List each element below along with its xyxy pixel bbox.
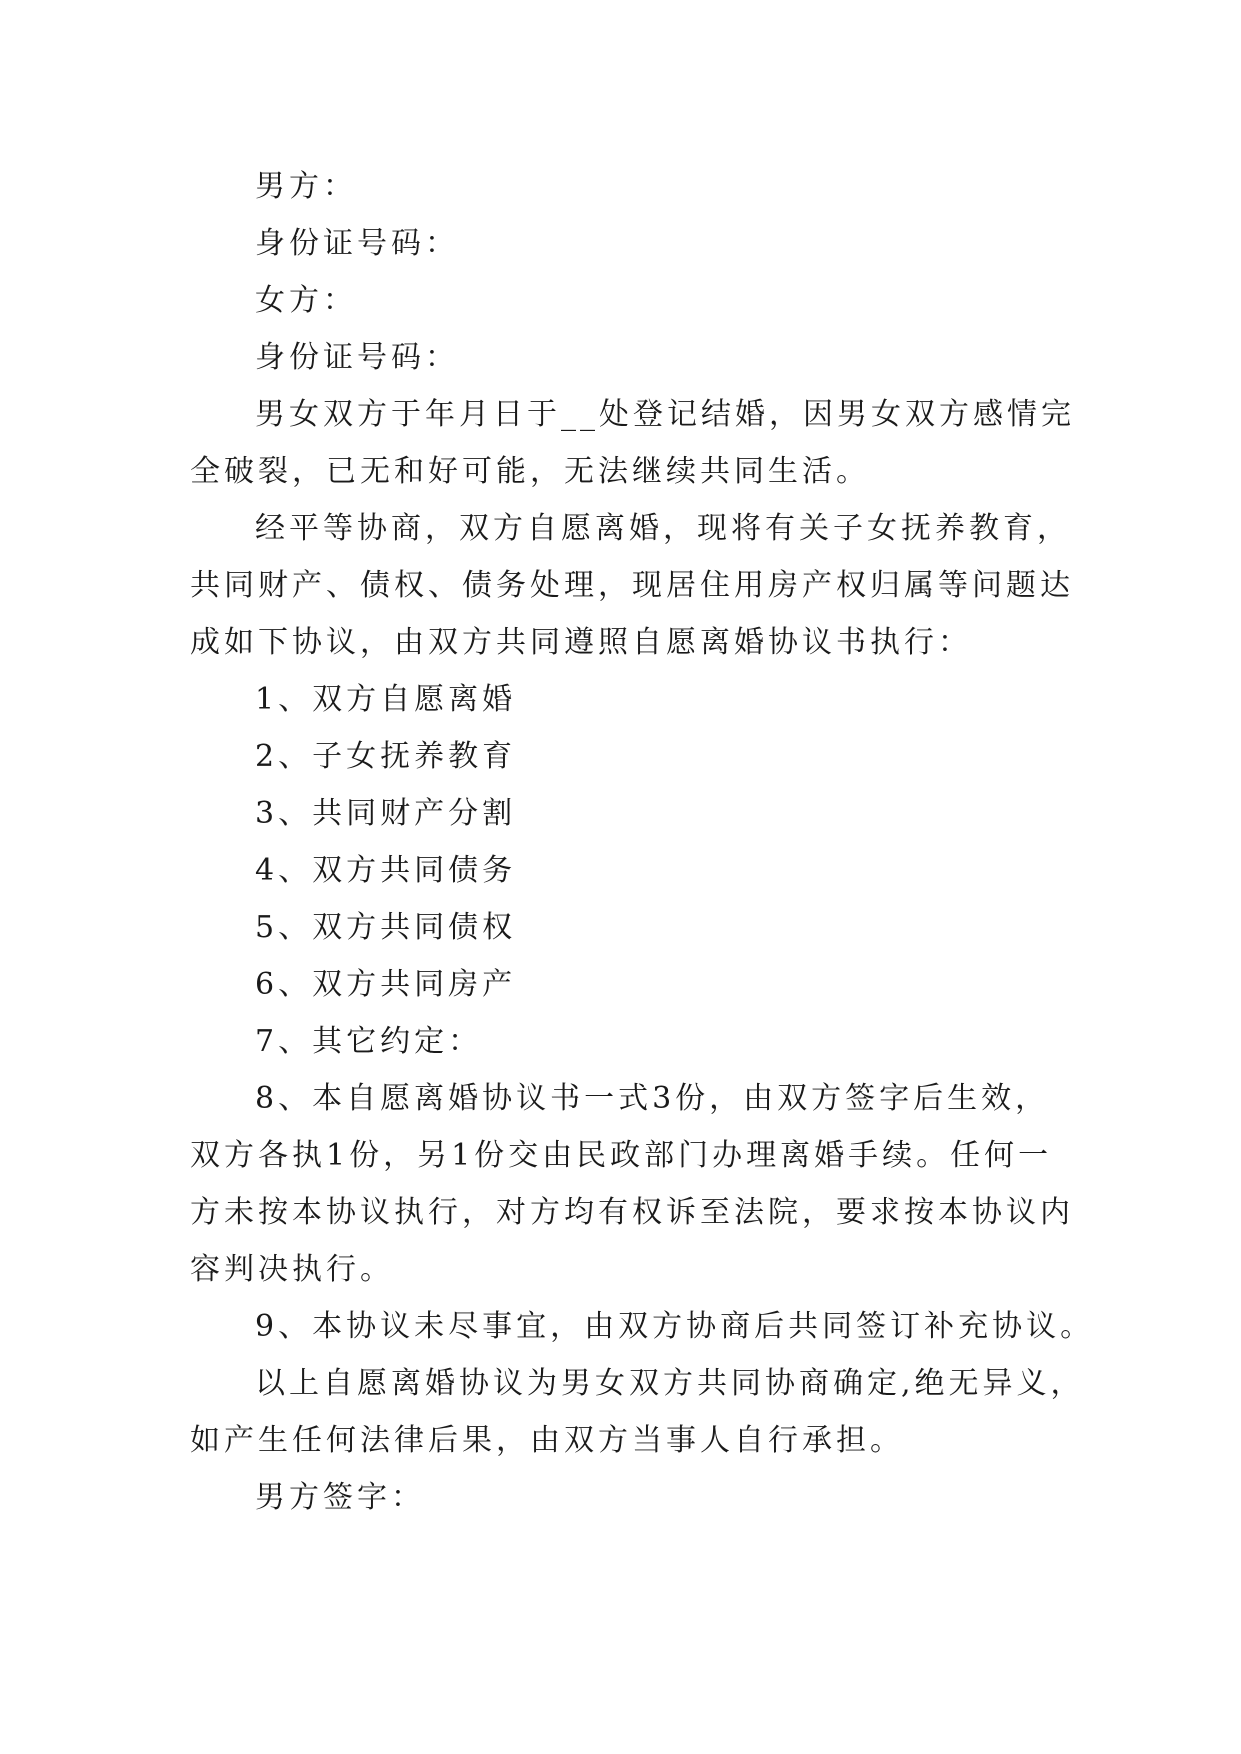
- marriage-statement-line-2: 全破裂，已无和好可能，无法继续共同生活。: [190, 454, 870, 489]
- clause-5: 5、双方共同债权: [255, 910, 517, 945]
- clause-8-line-4: 容判决执行。: [190, 1252, 394, 1287]
- clause-3: 3、共同财产分割: [255, 796, 517, 831]
- clause-1: 1、双方自愿离婚: [255, 682, 517, 717]
- marriage-statement-line-1: 男女双方于年月日于__处登记结婚，因男女双方感情完: [255, 397, 1075, 432]
- clause-8-line-1: 8、本自愿离婚协议书一式3份，由双方签字后生效，: [255, 1081, 1050, 1116]
- clause-2: 2、子女抚养教育: [255, 739, 517, 774]
- clause-8-line-2: 双方各执1份，另1份交由民政部门办理离婚手续。任何一: [190, 1138, 1053, 1173]
- male-id-number-label: 身份证号码：: [255, 226, 459, 261]
- clause-6: 6、双方共同房产: [255, 967, 517, 1002]
- agreement-intro-line-3: 成如下协议，由双方共同遵照自愿离婚协议书执行：: [190, 625, 972, 660]
- female-id-number-label: 身份证号码：: [255, 340, 459, 375]
- clause-8-line-3: 方未按本协议执行，对方均有权诉至法院，要求按本协议内: [190, 1195, 1074, 1230]
- female-party-label: 女方：: [255, 283, 357, 318]
- clause-7: 7、其它约定：: [255, 1024, 483, 1059]
- clause-9: 9、本协议未尽事宜，由双方协商后共同签订补充协议。: [255, 1309, 1095, 1344]
- document-body: [190, 158, 1095, 1526]
- closing-statement-line-1: 以上自愿离婚协议为男女双方共同协商确定,绝无异义，: [255, 1366, 1085, 1401]
- clause-4: 4、双方共同债务: [255, 853, 517, 888]
- closing-statement-line-2: 如产生任何法律后果，由双方当事人自行承担。: [190, 1423, 904, 1458]
- male-signature-label: 男方签字：: [255, 1480, 425, 1515]
- agreement-intro-line-2: 共同财产、债权、债务处理，现居住用房产权归属等问题达: [190, 568, 1074, 603]
- male-party-label: 男方：: [255, 169, 357, 204]
- agreement-intro-line-1: 经平等协商，双方自愿离婚，现将有关子女抚养教育，: [255, 511, 1071, 546]
